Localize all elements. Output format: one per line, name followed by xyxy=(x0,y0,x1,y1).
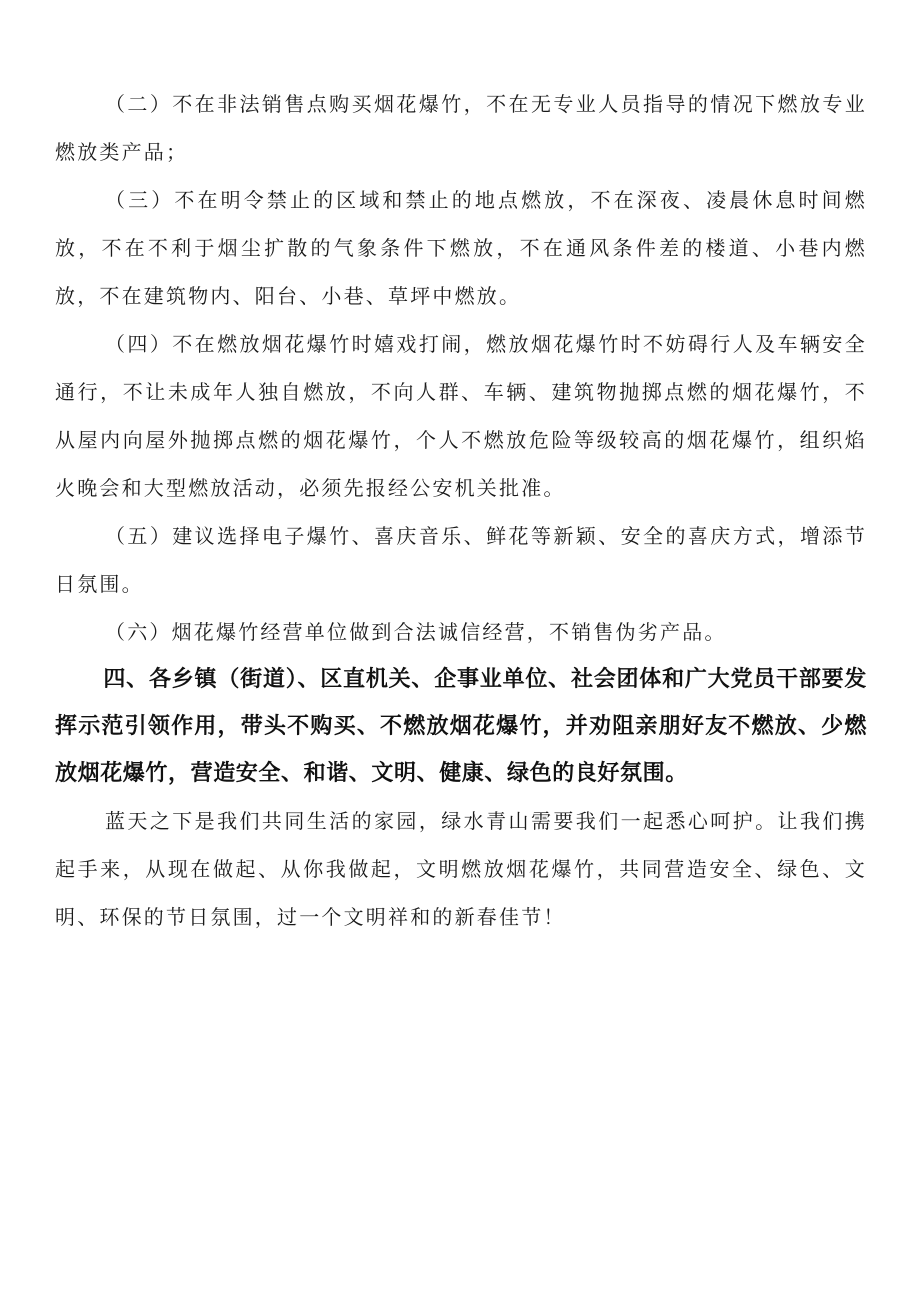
paragraph-item-2: （二）不在非法销售点购买烟花爆竹，不在无专业人员指导的情况下燃放专业燃放类产品； xyxy=(55,92,867,164)
paragraph-item-6: （六）烟花爆竹经营单位做到合法诚信经营，不销售伪劣产品。 xyxy=(105,620,727,644)
paragraph-item-5: （五）建议选择电子爆竹、喜庆音乐、鲜花等新颖、安全的喜庆方式，增添节日氛围。 xyxy=(55,524,867,596)
document-body xyxy=(55,80,867,941)
section-four-heading-paragraph: 四、各乡镇（街道）、区直机关、企事业单位、社会团体和广大党员干部要发挥示范引领作用，带头不购买、不燃放烟花爆竹，并劝阻亲朋好友不燃放、少燃放烟花爆竹，营造安全、和谐、文明、健康、绿色的良好氛围。 xyxy=(55,667,867,786)
paragraph-item-4: （四）不在燃放烟花爆竹时嬉戏打闹，燃放烟花爆竹时不妨碍行人及车辆安全通行，不让未成年人独自燃放，不向人群、车辆、建筑物抛掷点燃的烟花爆竹，不从屋内向屋外抛掷点燃的烟花爆竹，个人不燃放危险等级较高的烟花爆竹，组织焰火晚会和大型燃放活动，必须先报经公安机关批准。 xyxy=(55,332,867,500)
closing-paragraph: 蓝天之下是我们共同生活的家园，绿水青山需要我们一起悉心呵护。让我们携起手来，从现在做起、从你我做起，文明燃放烟花爆竹，共同营造安全、绿色、文明、环保的节日氛围，过一个文明祥和的新春佳节！ xyxy=(55,809,867,929)
paragraph-item-3: （三）不在明令禁止的区域和禁止的地点燃放，不在深夜、凌晨休息时间燃放，不在不利于烟尘扩散的气象条件下燃放，不在通风条件差的楼道、小巷内燃放，不在建筑物内、阳台、小巷、草坪中燃放。 xyxy=(55,188,867,308)
